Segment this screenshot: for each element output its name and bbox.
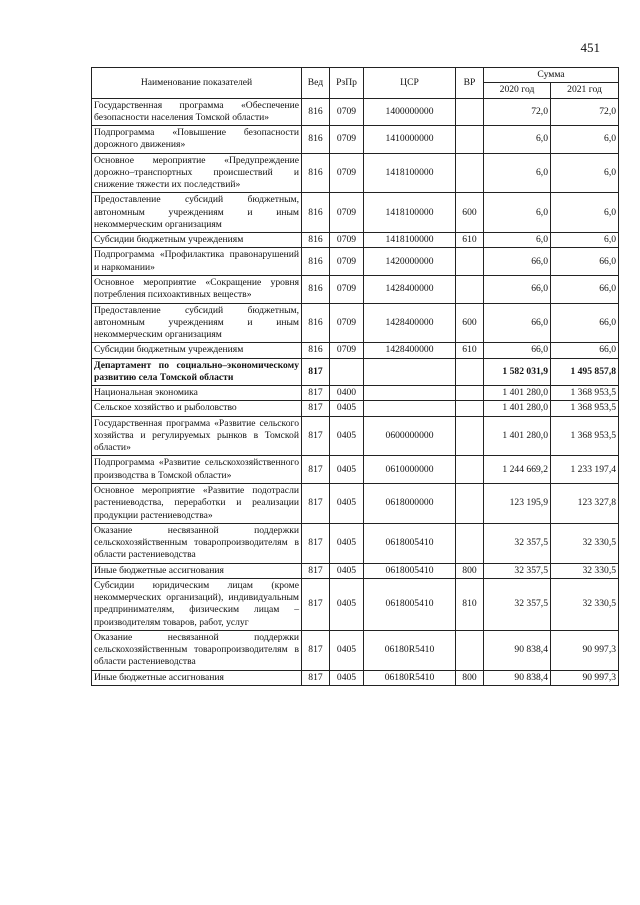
cell-vr <box>456 483 484 523</box>
cell-ved: 816 <box>302 193 330 233</box>
cell-csr: 1410000000 <box>364 126 456 154</box>
cell-csr <box>364 358 456 386</box>
cell-y2020: 1 401 280,0 <box>484 416 551 456</box>
cell-rzpr: 0405 <box>330 670 364 685</box>
cell-y2021: 123 327,8 <box>551 483 619 523</box>
cell-name: Иные бюджетные ассигнования <box>92 670 302 685</box>
cell-name: Основное мероприятие «Предупреждение дорожно–транспортных происшествий и снижение тяжести их последствий» <box>92 153 302 193</box>
cell-vr <box>456 358 484 386</box>
cell-csr: 06180R5410 <box>364 630 456 670</box>
cell-rzpr: 0400 <box>330 386 364 401</box>
cell-rzpr: 0709 <box>330 98 364 126</box>
cell-rzpr: 0405 <box>330 630 364 670</box>
cell-y2020: 1 401 280,0 <box>484 401 551 416</box>
cell-y2021: 1 368 953,5 <box>551 401 619 416</box>
cell-name: Основное мероприятие «Сокращение уровня потребления психоактивных веществ» <box>92 275 302 303</box>
cell-y2021: 90 997,3 <box>551 630 619 670</box>
table-row <box>92 358 619 386</box>
budget-table <box>91 67 619 686</box>
cell-y2020: 32 357,5 <box>484 523 551 563</box>
table-row <box>92 578 619 630</box>
cell-vr <box>456 523 484 563</box>
cell-y2020: 6,0 <box>484 193 551 233</box>
cell-name: Субсидии бюджетным учреждениям <box>92 233 302 248</box>
cell-csr: 1400000000 <box>364 98 456 126</box>
cell-y2020: 1 582 031,9 <box>484 358 551 386</box>
cell-csr: 0618000000 <box>364 483 456 523</box>
cell-name: Подпрограмма «Развитие сельскохозяйственного производства в Томской области» <box>92 456 302 484</box>
cell-y2020: 1 401 280,0 <box>484 386 551 401</box>
cell-y2021: 66,0 <box>551 343 619 358</box>
table-row <box>92 126 619 154</box>
cell-csr <box>364 386 456 401</box>
cell-ved: 817 <box>302 483 330 523</box>
cell-name: Подпрограмма «Профилактика правонарушений и наркомании» <box>92 248 302 276</box>
cell-name: Предоставление субсидий бюджетным, автономным учреждениям и иным некоммерческим организациям <box>92 193 302 233</box>
cell-rzpr: 0709 <box>330 248 364 276</box>
cell-vr <box>456 386 484 401</box>
cell-y2021: 1 368 953,5 <box>551 416 619 456</box>
cell-csr: 1420000000 <box>364 248 456 276</box>
cell-ved: 817 <box>302 358 330 386</box>
cell-vr <box>456 630 484 670</box>
cell-y2020: 66,0 <box>484 303 551 343</box>
cell-y2021: 32 330,5 <box>551 523 619 563</box>
table-row <box>92 401 619 416</box>
table-header-row <box>92 68 619 83</box>
cell-ved: 817 <box>302 563 330 578</box>
header-2021: 2021 год <box>551 83 619 98</box>
cell-y2021: 1 495 857,8 <box>551 358 619 386</box>
cell-name: Государственная программа «Развитие сельского хозяйства и регулируемых рынков в Томской области» <box>92 416 302 456</box>
cell-vr: 600 <box>456 303 484 343</box>
cell-csr: 1428400000 <box>364 343 456 358</box>
cell-y2021: 6,0 <box>551 193 619 233</box>
cell-rzpr <box>330 358 364 386</box>
cell-csr: 0610000000 <box>364 456 456 484</box>
cell-rzpr: 0405 <box>330 456 364 484</box>
cell-vr <box>456 401 484 416</box>
cell-name: Департамент по социально–экономическому развитию села Томской области <box>92 358 302 386</box>
cell-y2020: 32 357,5 <box>484 563 551 578</box>
cell-ved: 817 <box>302 578 330 630</box>
cell-vr: 610 <box>456 233 484 248</box>
cell-y2020: 32 357,5 <box>484 578 551 630</box>
cell-vr: 800 <box>456 670 484 685</box>
header-csr: ЦСР <box>364 68 456 99</box>
table-row <box>92 416 619 456</box>
cell-ved: 816 <box>302 153 330 193</box>
cell-name: Субсидии бюджетным учреждениям <box>92 343 302 358</box>
cell-y2020: 72,0 <box>484 98 551 126</box>
cell-y2021: 6,0 <box>551 233 619 248</box>
cell-y2020: 123 195,9 <box>484 483 551 523</box>
cell-vr <box>456 456 484 484</box>
cell-rzpr: 0709 <box>330 233 364 248</box>
cell-rzpr: 0405 <box>330 523 364 563</box>
cell-rzpr: 0709 <box>330 343 364 358</box>
cell-rzpr: 0405 <box>330 483 364 523</box>
table-row <box>92 98 619 126</box>
cell-ved: 817 <box>302 456 330 484</box>
cell-y2020: 90 838,4 <box>484 670 551 685</box>
cell-name: Государственная программа «Обеспечение безопасности населения Томской области» <box>92 98 302 126</box>
cell-y2021: 32 330,5 <box>551 578 619 630</box>
cell-y2021: 66,0 <box>551 303 619 343</box>
cell-name: Национальная экономика <box>92 386 302 401</box>
table-row <box>92 386 619 401</box>
cell-y2021: 72,0 <box>551 98 619 126</box>
table-row <box>92 248 619 276</box>
cell-rzpr: 0405 <box>330 416 364 456</box>
cell-y2020: 1 244 669,2 <box>484 456 551 484</box>
cell-rzpr: 0709 <box>330 153 364 193</box>
cell-csr: 06180R5410 <box>364 670 456 685</box>
cell-name: Предоставление субсидий бюджетным, автономным учреждениям и иным некоммерческим организациям <box>92 303 302 343</box>
cell-y2021: 1 233 197,4 <box>551 456 619 484</box>
cell-y2021: 6,0 <box>551 126 619 154</box>
cell-ved: 817 <box>302 523 330 563</box>
table-row <box>92 275 619 303</box>
cell-y2021: 6,0 <box>551 153 619 193</box>
cell-rzpr: 0709 <box>330 303 364 343</box>
cell-ved: 816 <box>302 248 330 276</box>
table-row <box>92 456 619 484</box>
cell-name: Субсидии юридическим лицам (кроме некоммерческих организаций), индивидуальным предпринимателям, физическим лицам – производителям товаров, работ, услуг <box>92 578 302 630</box>
cell-name: Оказание несвязанной поддержки сельскохозяйственным товаропроизводителям в области растениеводства <box>92 630 302 670</box>
cell-csr: 0618005410 <box>364 578 456 630</box>
header-sum: Сумма <box>484 68 619 83</box>
cell-y2021: 32 330,5 <box>551 563 619 578</box>
cell-name: Основное мероприятие «Развитие подотрасли растениеводства, переработки и реализации продукции растениеводства» <box>92 483 302 523</box>
cell-y2020: 66,0 <box>484 248 551 276</box>
cell-ved: 817 <box>302 416 330 456</box>
cell-vr: 810 <box>456 578 484 630</box>
cell-ved: 816 <box>302 98 330 126</box>
cell-y2021: 90 997,3 <box>551 670 619 685</box>
cell-rzpr: 0709 <box>330 275 364 303</box>
table-row <box>92 523 619 563</box>
table-row <box>92 670 619 685</box>
table-row <box>92 563 619 578</box>
cell-ved: 816 <box>302 275 330 303</box>
cell-y2020: 6,0 <box>484 126 551 154</box>
cell-rzpr: 0709 <box>330 126 364 154</box>
cell-vr <box>456 126 484 154</box>
table-row <box>92 303 619 343</box>
cell-y2020: 66,0 <box>484 275 551 303</box>
header-name: Наименование показателей <box>92 68 302 99</box>
cell-rzpr: 0405 <box>330 563 364 578</box>
cell-name: Подпрограмма «Повышение безопасности дорожного движения» <box>92 126 302 154</box>
header-vr: ВР <box>456 68 484 99</box>
cell-name: Иные бюджетные ассигнования <box>92 563 302 578</box>
cell-ved: 817 <box>302 670 330 685</box>
cell-rzpr: 0709 <box>330 193 364 233</box>
cell-y2020: 66,0 <box>484 343 551 358</box>
table-row <box>92 153 619 193</box>
header-2020: 2020 год <box>484 83 551 98</box>
cell-vr <box>456 416 484 456</box>
cell-csr: 1428400000 <box>364 303 456 343</box>
cell-vr: 800 <box>456 563 484 578</box>
table-row <box>92 630 619 670</box>
cell-csr: 1418100000 <box>364 193 456 233</box>
cell-y2020: 6,0 <box>484 233 551 248</box>
cell-y2021: 66,0 <box>551 275 619 303</box>
cell-name: Сельское хозяйство и рыболовство <box>92 401 302 416</box>
cell-csr: 0618005410 <box>364 563 456 578</box>
cell-ved: 816 <box>302 126 330 154</box>
cell-y2020: 90 838,4 <box>484 630 551 670</box>
table-row <box>92 233 619 248</box>
cell-vr <box>456 153 484 193</box>
table-row <box>92 483 619 523</box>
cell-ved: 817 <box>302 386 330 401</box>
table-row <box>92 193 619 233</box>
cell-ved: 817 <box>302 401 330 416</box>
cell-csr: 1428400000 <box>364 275 456 303</box>
cell-y2020: 6,0 <box>484 153 551 193</box>
cell-vr: 610 <box>456 343 484 358</box>
cell-ved: 817 <box>302 630 330 670</box>
cell-ved: 816 <box>302 233 330 248</box>
table-row <box>92 343 619 358</box>
cell-rzpr: 0405 <box>330 401 364 416</box>
cell-vr <box>456 248 484 276</box>
header-ved: Вед <box>302 68 330 99</box>
cell-y2021: 1 368 953,5 <box>551 386 619 401</box>
cell-csr: 1418100000 <box>364 153 456 193</box>
cell-csr <box>364 401 456 416</box>
cell-vr <box>456 275 484 303</box>
cell-csr: 0600000000 <box>364 416 456 456</box>
cell-ved: 816 <box>302 303 330 343</box>
header-rzpr: РзПр <box>330 68 364 99</box>
cell-vr: 600 <box>456 193 484 233</box>
cell-rzpr: 0405 <box>330 578 364 630</box>
cell-vr <box>456 98 484 126</box>
cell-y2021: 66,0 <box>551 248 619 276</box>
cell-name: Оказание несвязанной поддержки сельскохозяйственным товаропроизводителям в области растениеводства <box>92 523 302 563</box>
cell-csr: 1418100000 <box>364 233 456 248</box>
cell-ved: 816 <box>302 343 330 358</box>
cell-csr: 0618005410 <box>364 523 456 563</box>
page-number: 451 <box>580 40 600 55</box>
